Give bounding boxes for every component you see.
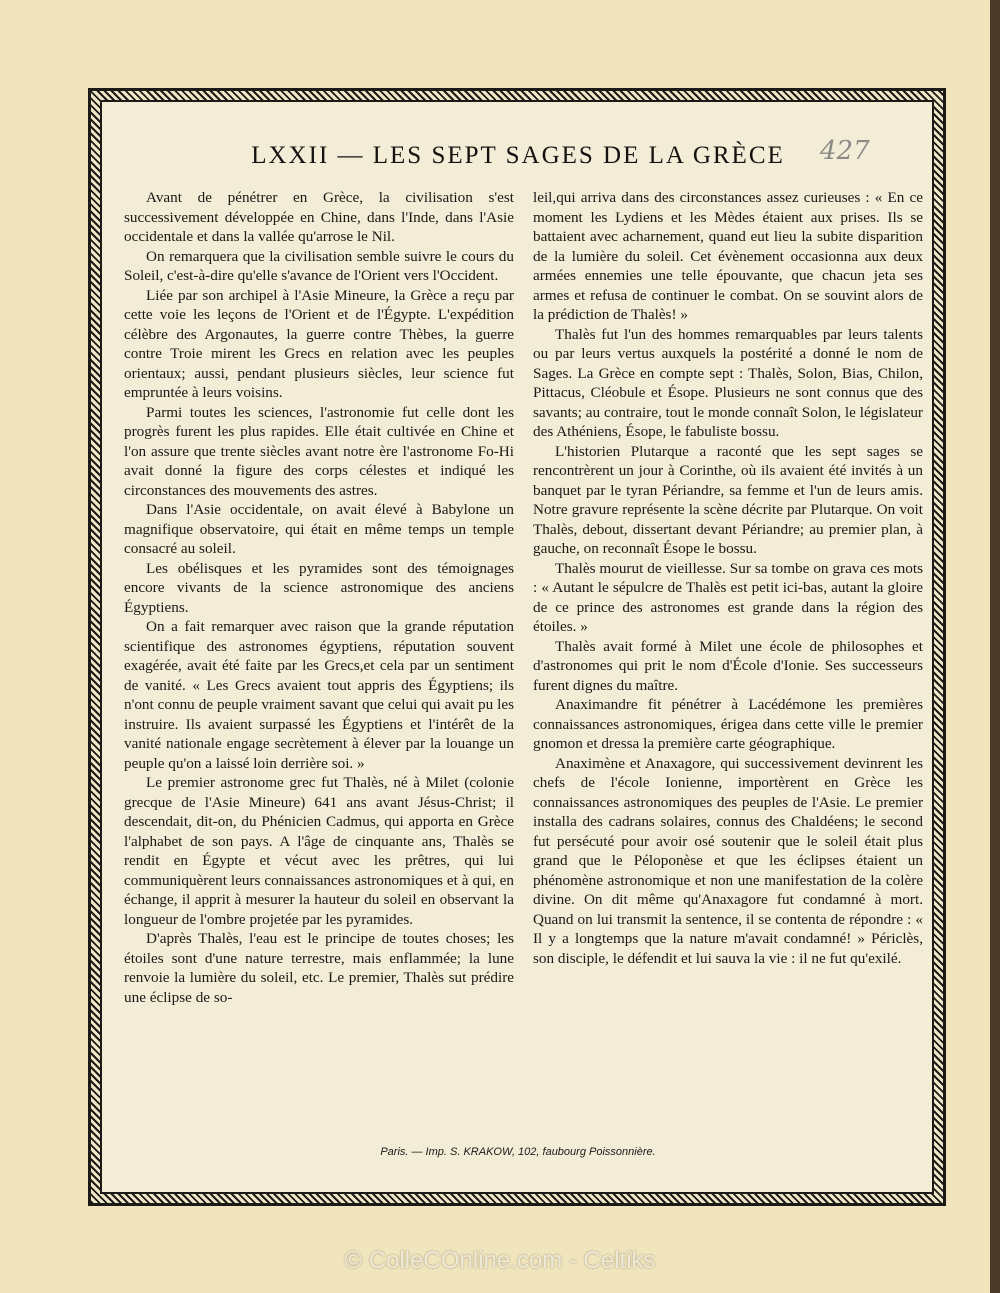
paragraph: L'historien Plutarque a raconté que les sept sages se rencontrèrent un jour à Corinthe, où ils avaient été invités à un banquet par le tyran Périandre, sa femme et l'un de leurs amis. Notre gravure représente la scène décrite par Plutarque. On voit Thalès, debout, dissertant devant Périandre; au premier plan, à gauche, on reconnaît Ésope le bossu. — [533, 442, 923, 557]
handwritten-number: 427 — [820, 136, 870, 166]
paragraph: Parmi toutes les sciences, l'astronomie fut celle dont les progrès furent les plus rapides. Elle était cultivée en Chine et l'on assure que trente siècles avant notre ère l'astronome Fo-Hi avait donné la figure des corps célestes et indiqué les circonstances des mouvements des astres. — [124, 403, 514, 499]
paragraph: Anaximandre fit pénétrer à Lacédémone les premières connaissances astronomiques, érigea dans cette ville le premier gnomon et dressa la première carte géographique. — [533, 696, 923, 752]
paragraph: leil,qui arriva dans des circonstances assez curieuses : « En ce moment les Lydiens et les Mèdes étaient aux prises. Ils se battaient avec acharnement, quand eut lieu la subite disparition de la lumière du soleil. Cet évènement occasionna aux deux armées ennemies une telle épouvante, que chacun jeta ses armes et refusa de continuer le combat. On se souvint alors de la prédiction de Thalès! » — [533, 189, 923, 323]
paragraph: Avant de pénétrer en Grèce, la civilisation s'est successivement développée en Chine, dans l'Inde, dans l'Asie occidentale et dans la vallée qu'arrose le Nil. — [124, 189, 514, 245]
left-column — [124, 188, 514, 1007]
paragraph: Les obélisques et les pyramides sont des témoignages encore vivants de la science astronomique des anciens Égyptiens. — [124, 559, 514, 616]
paragraph: On remarquera que la civilisation semble suivre le cours du Soleil, c'est-à-dire qu'elle s'avance de l'Orient vers l'Occident. — [124, 247, 514, 284]
paragraph: Dans l'Asie occidentale, on avait élevé à Babylone un magnifique observatoire, qui était en même temps un temple consacré au soleil. — [124, 501, 514, 557]
paragraph: Thalès fut l'un des hommes remarquables par leurs talents ou par leurs vertus auxquels la postérité a donné le nom de Sages. La Grèce en compte sept : Thalès, Solon, Bias, Chilon, Pittacus, Cléobule et Ésope. Plusieurs ne sont connus que des savants; au contraire, tout le monde connaît Solon, le législateur des Athéniens, Ésope, le fabuliste bossu. — [533, 325, 923, 440]
paragraph: Liée par son archipel à l'Asie Mineure, la Grèce a reçu par cette voie les leçons de l'Orient et de l'Égypte. L'expédition célèbre des Argonautes, la guerre contre Thèbes, la guerre contre Troie mirent les Grecs en relation avec les peuples orientaux; aussi, pendant plusieurs siècles, leur science fut empruntée à leurs voisins. — [124, 286, 514, 401]
page-title: LXXII — LES SEPT SAGES DE LA GRÈCE — [251, 142, 785, 169]
paragraph: Thalès avait formé à Milet une école de philosophes et d'astronomes qui prit le nom d'École d'Ionie. Ses successeurs furent dignes du maître. — [533, 637, 923, 694]
paragraph: Le premier astronome grec fut Thalès, né à Milet (colonie grecque de l'Asie Mineure) 641 ans avant Jésus-Christ; il descendait, dit-on, du Phénicien Cadmus, qui apporta en Grèce l'alphabet de son pays. A l'âge de cinquante ans, Thalès se rendit en Égypte et vécut avec les prêtres, qui lui communiquèrent leurs connaissances astronomiques et à qui, en échange, il apprit à mesurer la hauteur du soleil en observant la longueur de l'ombre projetée par les pyramides. — [124, 774, 514, 928]
paragraph: Thalès mourut de vieillesse. Sur sa tombe on grava ces mots : « Autant le sépulcre de Thalès est petit ici-bas, autant la gloire de ce prince des astronomes est grande dans la région des étoiles. » — [533, 559, 923, 635]
page-edge — [990, 0, 1000, 1293]
watermark: © ColleCOnline.com - Celtiks — [344, 1247, 656, 1274]
page-content — [120, 112, 923, 1182]
paragraph: On a fait remarquer avec raison que la grande réputation scientifique des astronomes égyptiens, réputation souvent exagérée, avait été faite par les Grecs,et cela par un sentiment de vanité. « Les Grecs avaient tout appris des Égyptiens; ils n'ont connu de peuple vraiment savant que celui qui avait pu les instruire. Ils avaient surpassé les Égyptiens et l'intérêt de la vanité nationale engage secrètement à élever par la louange un peuple qu'on a laissé loin derrière soi. » — [124, 618, 514, 772]
printer-imprint: Paris. — Imp. S. KRAKOW, 102, faubourg Poissonnière. — [380, 1146, 656, 1158]
paragraph: D'après Thalès, l'eau est le principe de toutes choses; les étoiles sont d'une nature terrestre, mais enflammée; la lune renvoie la lumière du soleil, etc. Le premier, Thalès sut prédire une éclipse de so- — [124, 930, 514, 1006]
right-column — [533, 188, 923, 968]
paragraph: Anaximène et Anaxagore, qui successivement devinrent les chefs de l'école Ionienne, importèrent en Grèce les connaissances astronomiques des peuples de l'Asie. Le premier installa des cadrans solaires, connus des Chaldéens; le second fut persécuté pour avoir osé soutenir que le soleil était plus grand que le Péloponèse et que les éclipses étaient un phénomène astronomique et non une manifestation de la colère divine. On dit même qu'Anaxagore fut condamné à mort. Quand on lui transmit la sentence, il se contenta de répondre : « Il y a longtemps que la nature m'avait condamné! » Périclès, son disciple, le défendit et lui sauva la vie : il ne fut qu'exilé. — [533, 754, 923, 967]
